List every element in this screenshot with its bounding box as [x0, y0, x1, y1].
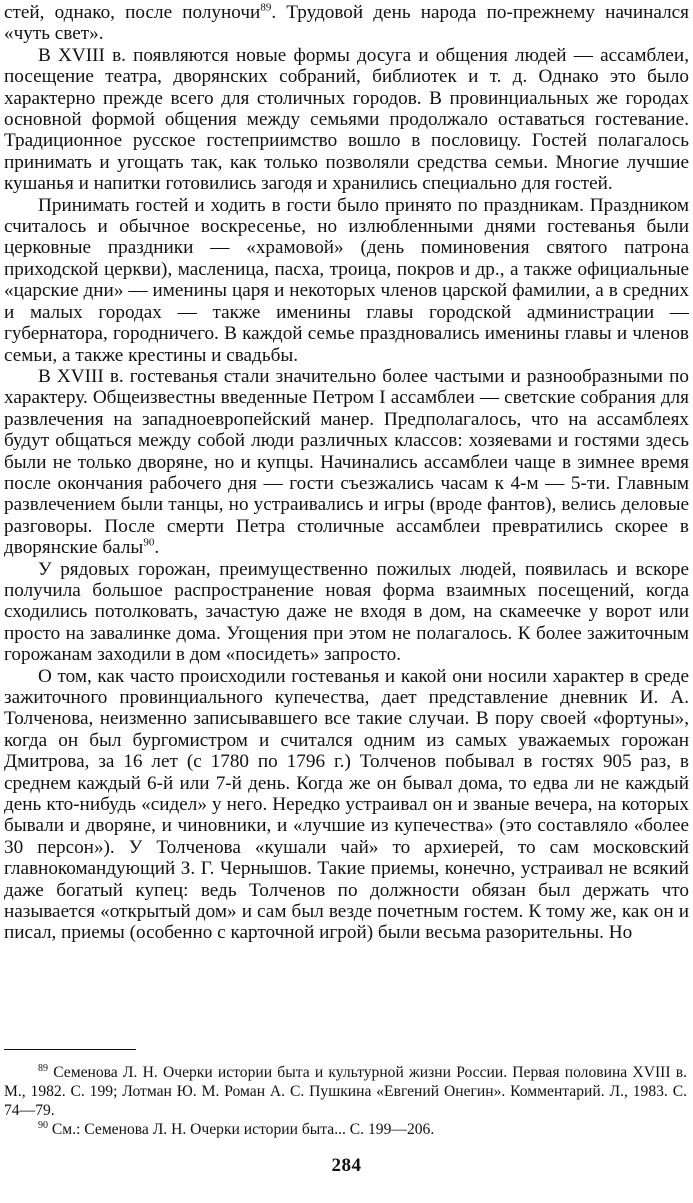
main-text	[4, 2, 689, 944]
paragraph-5	[4, 559, 689, 666]
footnote-ref-90[interactable]: 90	[143, 536, 155, 549]
text-run: В XVIII в. появляются новые формы досуга и общения людей — ассамблеи, посещение театра, дворянских собраний, библиотек и т. д. Однако это было характерно прежде всего для столичных городов. В провинциальных же городах основной формой общения между семьями продолжало оставаться гостевание. Традиционное русское гостеприимство вошло в пословицу. Гостей полагалось принимать и угощать так, как только позволяли средства семьи. Многие лучшие кушанья и напитки готовились загодя и хранились специально для гостей.	[4, 44, 689, 195]
footnote-text: См.: Семенова Л. Н. Очерки истории быта... С. 199—206.	[51, 1121, 435, 1138]
footnote-90	[4, 1120, 687, 1139]
footnotes	[4, 1063, 687, 1139]
paragraph-2	[4, 45, 689, 195]
footnote-ref-89[interactable]: 89	[260, 1, 272, 14]
paragraph-3	[4, 195, 689, 366]
text-run: В XVIII в. гостеванья стали значительно более частыми и разнообразными по характеру. Общеизвестны введенные Петром I ассамблеи — светские собрания для развлечения на западноевропейский манер. Предполагалось, что на ассамблеях будут общаться между собой люди различных классов: хозяевами и гостями здесь были не только дворяне, но и купцы. Начинались ассамблеи чаще в зимнее время после окончания рабочего дня — гости съезжались часам к 4-м — 5-ти. Главным развлечением были танцы, но устраивались и игры (вроде фантов), велись деловые разговоры. После смерти Петра столичные ассамблеи превратились скорее в дворянские балы	[4, 365, 689, 559]
book-page	[4, 2, 689, 1201]
footnote-separator	[4, 1049, 136, 1050]
text-run: Принимать гостей и ходить в гости было принято по праздникам. Праздником считалось и обычное воскресенье, но излюбленными днями гостеванья были церковные праздники — «храмовой» (день поминовения святого патрона приходской церкви), масленица, пасха, троица, покров и др., а также официальные «царские дни» — именины царя и некоторых членов царской фамилии, а в средних и малых городах — также именины главы городской администрации — губернатора, городничего. В каждой семье праздновались именины главы и членов семьи, а также крестины и свадьбы.	[4, 194, 689, 366]
text-run: У рядовых горожан, преимущественно пожилых людей, появилась и вскоре получила большое распространение новая форма взаимных посещений, когда сходились потолковать, зачастую даже не входя в дом, на скамеечке у ворот или просто на завалинке дома. Угощения при этом не полагалось. К более зажиточным горожанам заходили в дом «посидеть» запросто.	[4, 558, 689, 666]
footnote-number: 90	[38, 1119, 48, 1131]
text-run: . Трудовой день народа по-прежнему начинался «чуть свет».	[4, 2, 689, 45]
footnote-number: 89	[38, 1062, 48, 1074]
paragraph-6	[4, 666, 689, 944]
text-run: О том, как часто происходили гостеванья и какой они носили характер в среде зажиточного провинциального купечества, дает представление дневник И. А. Толченова, неизменно записывавшего все такие случаи. В пору своей «фортуны», когда он был бургомистром и считался одним из самых уважаемых горожан Дмитрова, за 16 лет (с 1780 по 1796 г.) Толченов побывал в гостях 905 раз, в среднем каждый 6-й или 7-й день. Когда же он бывал дома, то едва ли не каждый день кто-нибудь «сидел» у него. Нередко устраивал он и званые вечера, на которых бывали и дворяне, и чиновники, и «лучшие из купечества» (это составляло «более 30 персон»). У Толченова «кушали чай» то архиерей, то сам московский главнокомандующий З. Г. Чернышов. Такие приемы, конечно, устраивал не всякий даже богатый купец: ведь Толченов по должности обязан был держать что называется «открытый дом» и сам был везде почетным гостем. К тому же, как он и писал, приемы (особенно с карточной игрой) были весьма разорительны. Но	[4, 665, 689, 944]
paragraph-4	[4, 366, 689, 559]
text-run: стей, однако, после полуночи	[4, 2, 261, 23]
paragraph-1	[4, 2, 689, 45]
footnote-89	[4, 1063, 687, 1120]
text-run: .	[154, 537, 160, 559]
page-number: 284	[331, 1155, 362, 1176]
footnote-text: Семенова Л. Н. Очерки истории быта и культурной жизни России. Первая половина XVIII в. М., 1982. С. 199; Лотман Ю. М. Роман А. С. Пушкина «Евгений Онегин». Комментарий. Л., 1983. С. 74—79.	[4, 1064, 687, 1119]
